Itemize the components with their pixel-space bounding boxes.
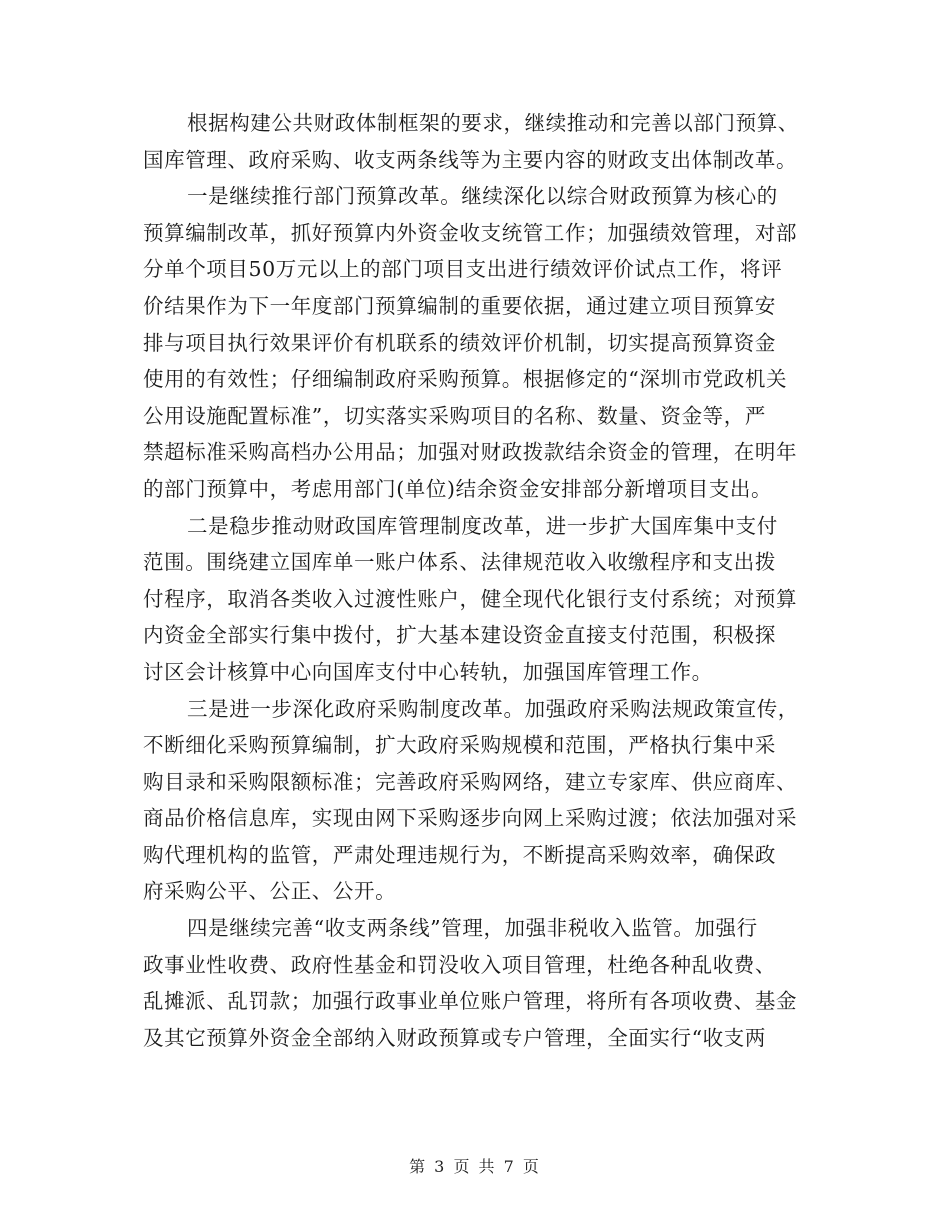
page-number-footer: 第 3 页 共 7 页 [409,1157,541,1176]
text-line: 范围。围绕建立国库单一账户体系、法律规范收入收缴程序和支出拨 [143,550,776,575]
text-line: 国库管理、政府采购、收支两条线等为主要内容的财政支出体制改革。 [143,147,798,172]
text-line: 价结果作为下一年度部门预算编制的重要依据，通过建立项目预算安 [143,293,776,318]
text-line: 商品价格信息库，实现由网下采购逐步向网上采购过渡；依法加强对采 [143,806,798,831]
text-line: 三是进一步深化政府采购制度改革。加强政府采购法规政策宣传， [187,696,799,721]
text-line: 的部门预算中，考虑用部门(单位)结余资金安排部分新增项目支出。 [143,476,773,501]
text-line: 内资金全部实行集中拨付，扩大基本建设资金直接支付范围，积极探 [143,623,776,648]
text-line: 不断细化采购预算编制，扩大政府采购规模和范围，严格执行集中采 [143,733,776,758]
text-line: 公用设施配置标准”，切实落实采购项目的名称、数量、资金等，严 [143,403,766,428]
text-line: 预算编制改革，抓好预算内外资金收支统管工作；加强绩效管理，对部 [143,220,798,245]
text-line: 乱摊派、乱罚款；加强行政事业单位账户管理，将所有各项收费、基金 [143,989,798,1014]
text-line: 付程序，取消各类收入过渡性账户，健全现代化银行支付系统；对预算 [143,586,798,611]
paragraph-budget-reform [143,178,807,507]
document-body [143,105,807,1056]
text-line: 二是稳步推动财政国库管理制度改革，进一步扩大国库集中支付 [187,513,778,538]
text-line: 府采购公平、公正、公开。 [143,879,397,904]
paragraph-revenue-management [143,910,807,1056]
text-line: 一是继续推行部门预算改革。继续深化以综合财政预算为核心的 [187,184,778,209]
text-line: 购代理机构的监管，严肃处理违规行为，不断提高采购效率，确保政 [143,842,776,867]
paragraph-treasury-reform [143,508,807,691]
text-line: 政事业性收费、政府性基金和罚没收入项目管理，杜绝各种乱收费、 [143,952,776,977]
text-line: 分单个项目50万元以上的部门项目支出进行绩效评价试点工作，将评 [143,257,783,282]
text-line: 购目录和采购限额标准；完善政府采购网络，建立专家库、供应商库、 [143,769,798,794]
text-line: 排与项目执行效果评价有机联系的绩效评价机制，切实提高预算资金 [143,330,776,355]
paragraph-intro [143,105,807,178]
text-line: 讨区会计核算中心向国库支付中心转轨，加强国库管理工作。 [143,659,713,684]
text-line: 禁超标准采购高档办公用品；加强对财政拨款结余资金的管理，在明年 [143,440,798,465]
paragraph-procurement-reform [143,691,807,911]
text-line: 四是继续完善“收支两条线”管理，加强非税收入监管。加强行 [187,916,758,941]
text-line: 及其它预算外资金全部纳入财政预算或专户管理，全面实行“收支两 [143,1025,766,1050]
text-line: 使用的有效性；仔细编制政府采购预算。根据修定的“深圳市党政机关 [143,367,788,392]
text-line: 根据构建公共财政体制框架的要求，继续推动和完善以部门预算、 [187,111,799,135]
